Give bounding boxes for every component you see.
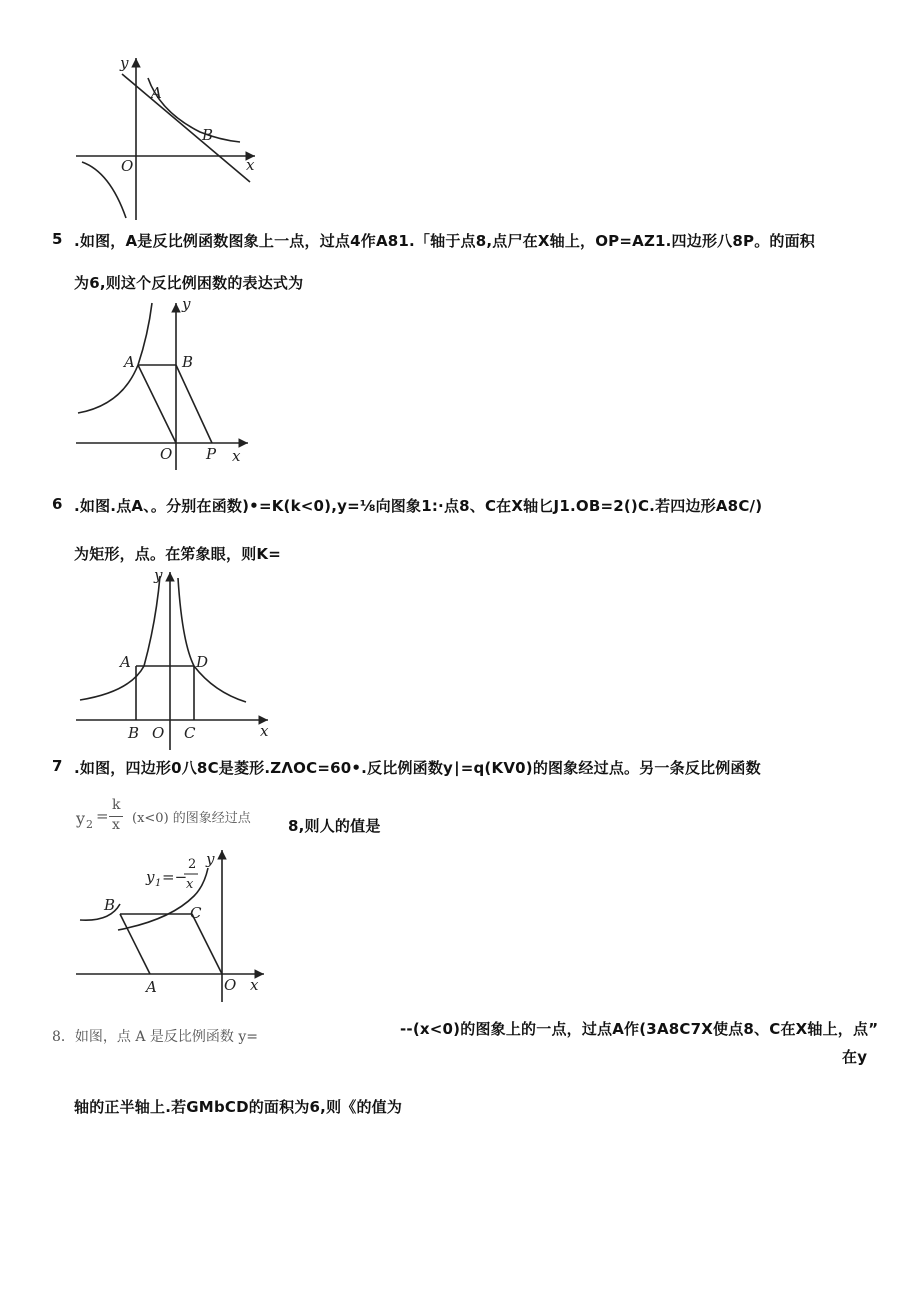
- question-6-line-2: 为矩形，点。在笫象眼，则K=: [74, 545, 281, 563]
- label-x: x: [232, 447, 241, 465]
- label-P: P: [206, 445, 217, 463]
- label-x: x: [260, 722, 269, 740]
- formula-subscript: 2: [86, 818, 93, 831]
- label-y1: y: [146, 868, 155, 886]
- label-y: y: [182, 295, 191, 313]
- formula-denominator: x: [112, 817, 120, 833]
- label-O: O: [224, 976, 237, 994]
- formula-numerator: k: [112, 797, 121, 813]
- label-numerator: 2: [188, 857, 197, 872]
- question-6-line-1: .如图.点A、。分别在函数)•=K(k<0),y=⅛向图象1:·点8、C在X轴匕J1.OB=2()C.若四边形A8C/): [74, 497, 763, 515]
- question-8-line-1: --(x<0)的图象上的一点，过点A作(3A8C7X使点8、C在X轴上，点”: [400, 1020, 879, 1038]
- label-B: B: [182, 353, 194, 371]
- question-7-line-1: .如图，四边形0八8C是菱形.ZΛOC=60•.反比例函数y∣=q(KV0)的图象经过点。另一条反比例函数: [74, 759, 761, 777]
- label-B: B: [104, 896, 116, 914]
- question-8-scanned-head: 8．如图，点 A 是反比例函数 y=: [52, 1029, 259, 1045]
- label-O: O: [152, 724, 165, 742]
- label-B: B: [202, 126, 214, 144]
- line-AB: [122, 74, 250, 182]
- question-number: 5: [52, 230, 63, 248]
- hyperbola-branch-2: [82, 162, 126, 218]
- segment-CO: [192, 914, 222, 974]
- question-8-line-1-end: 在y: [842, 1048, 868, 1066]
- label-x: x: [246, 156, 255, 174]
- question-number: 7: [52, 757, 63, 775]
- label-B: B: [128, 724, 140, 742]
- hyperbola-left: [80, 576, 160, 700]
- question-8-line-2: 轴的正半轴上.若GMbCD的面积为6,则《的值为: [74, 1098, 403, 1116]
- figure-q5-svg: [70, 295, 260, 470]
- label-A: A: [124, 353, 135, 371]
- label-y: y: [120, 54, 129, 72]
- label-y: y: [154, 566, 163, 584]
- hyperbola: [78, 303, 152, 413]
- label-C: C: [184, 724, 196, 742]
- formula-condition: (x<0) 的图象经过点: [132, 811, 251, 826]
- label-C: C: [190, 904, 202, 922]
- formula-y: y: [76, 809, 86, 828]
- label-O: O: [121, 157, 134, 175]
- question-7-line-2-tail: 8,则人的值是: [288, 817, 381, 835]
- formula-equals: =: [96, 807, 109, 825]
- segment-BP: [176, 365, 212, 443]
- figure-q6-svg: [70, 562, 280, 750]
- figure-q4: [70, 52, 270, 222]
- segment-AO: [138, 365, 176, 443]
- question-number: 6: [52, 495, 63, 513]
- figure-q4-svg: [70, 52, 270, 222]
- label-y1-subscript: 1: [155, 878, 162, 889]
- figure-q6: [70, 562, 280, 750]
- label-equals: =−: [162, 868, 188, 886]
- label-O: O: [160, 445, 173, 463]
- question-5-line-1: .如图，A是反比例函数图象上一点，过点4作A81.「轴于点8,点尸在X轴上，OP=AZ1.四边形八8P。的面积: [74, 232, 815, 250]
- figure-q7-svg: [70, 840, 280, 1005]
- hyperbola-right: [178, 578, 246, 702]
- label-A: A: [120, 653, 131, 671]
- label-A: A: [146, 978, 157, 996]
- label-x: x: [250, 976, 259, 994]
- question-5-line-2: 为6,则这个反比例困数的表达式为: [74, 274, 304, 292]
- scanned-formula-q7: [76, 797, 296, 837]
- label-A: A: [151, 84, 162, 102]
- figure-q7: [70, 840, 280, 1005]
- label-denominator: x: [186, 877, 194, 892]
- figure-q5: [70, 295, 260, 470]
- label-y: y: [206, 850, 215, 868]
- label-D: D: [196, 653, 209, 671]
